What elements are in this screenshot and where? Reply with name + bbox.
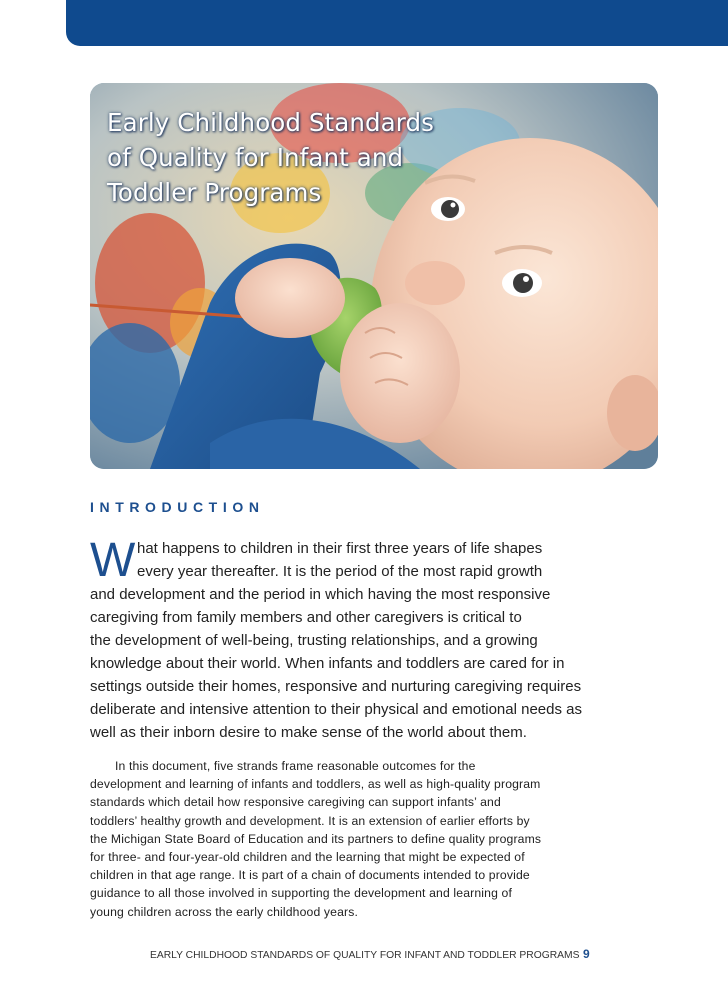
intro-line: well as their inborn desire to make sense of the world about them. xyxy=(90,724,527,741)
intro-paragraph xyxy=(90,534,600,744)
body-line: guidance to all those involved in supporting the development and learning of xyxy=(90,886,512,901)
hero-title xyxy=(107,105,467,210)
body-line: for three- and four-year-old children and the learning that might be expected of xyxy=(90,850,525,865)
hero-title-line: Early Childhood Standards xyxy=(107,108,435,137)
intro-line: caregiving from family members and other caregivers is critical to xyxy=(90,609,522,626)
body-line: In this document, five strands frame reasonable outcomes for the xyxy=(115,759,476,773)
intro-line: and development and the period in which having the most responsive xyxy=(90,586,551,603)
body-line: the Michigan State Board of Education and its partners to define quality programs xyxy=(90,831,542,846)
top-banner-bar xyxy=(66,0,728,46)
running-footer-title: EARLY CHILDHOOD STANDARDS OF QUALITY FOR INFANT AND TODDLER PROGRAMS xyxy=(150,950,580,961)
intro-line: settings outside their homes, responsive and nurturing caregiving requires xyxy=(90,678,582,695)
body-paragraph xyxy=(90,757,600,921)
body-line: toddlers’ healthy growth and development. It is an extension of earlier efforts by xyxy=(90,813,530,828)
page-number: 9 xyxy=(583,947,590,961)
hero-title-line: Toddler Programs xyxy=(107,178,322,207)
intro-line: knowledge about their world. When infants and toddlers are cared for in xyxy=(90,655,565,672)
body-line: children in that age range. It is part of a chain of documents intended to provide xyxy=(90,868,530,883)
hero-photo xyxy=(90,83,658,469)
intro-line: the development of well-being, trusting relationships, and a growing xyxy=(90,632,538,649)
intro-line: deliberate and intensive attention to their physical and emotional needs as xyxy=(90,701,582,718)
section-heading: INTRODUCTION xyxy=(90,499,265,515)
body-line: standards which detail how responsive caregiving can support infants’ and xyxy=(90,795,501,810)
body-line: development and learning of infants and toddlers, as well as high-quality program xyxy=(90,777,541,792)
body-line: young children across the early childhood years. xyxy=(90,904,359,919)
intro-line: hat happens to children in their first three years of life shapes xyxy=(137,540,543,557)
drop-cap: W xyxy=(90,534,136,587)
intro-line: every year thereafter. It is the period of the most rapid growth xyxy=(137,563,543,580)
hero-title-line: of Quality for Infant and xyxy=(107,143,404,172)
